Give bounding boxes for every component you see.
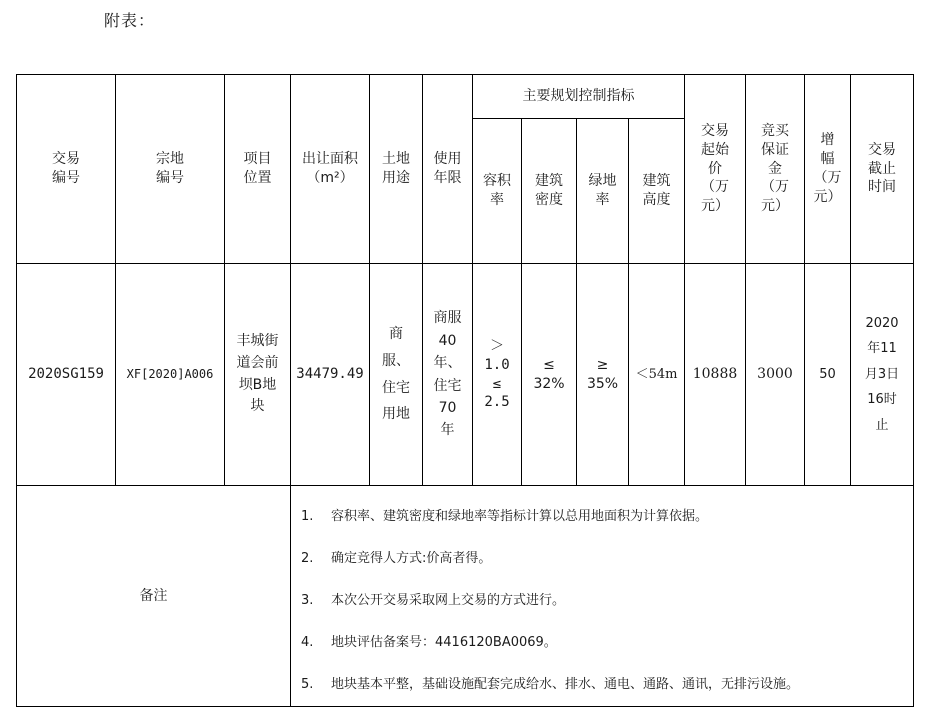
note-item <box>301 580 913 622</box>
cell-location: 丰城街 道会前 坝B地 块 <box>225 264 291 486</box>
header-term: 使用 年限 <box>423 75 473 264</box>
land-auction-table <box>16 74 914 707</box>
header-row-1 <box>17 75 914 119</box>
header-parcel-no: 宗地 编号 <box>116 75 225 264</box>
notes-list <box>291 486 914 707</box>
cell-green-rate: ≥ 35% <box>577 264 629 486</box>
cell-parcel-no: XF[2020]A006 <box>116 264 225 486</box>
header-far: 容积 率 <box>473 119 522 264</box>
cell-land-use: 商 服、 住宅 用地 <box>370 264 423 486</box>
note-text: 容积率、建筑密度和绿地率等指标计算以总用地面积为计算依据。 <box>331 509 709 524</box>
note-item <box>301 622 913 664</box>
cell-deposit: 3000 <box>746 264 805 486</box>
cell-height: ＜54m <box>629 264 685 486</box>
cell-increment: 50 <box>805 264 851 486</box>
cell-start-price: 10888 <box>685 264 746 486</box>
note-text: 本次公开交易采取网上交易的方式进行。 <box>331 593 566 608</box>
header-area: 出让面积 （m²） <box>291 75 370 264</box>
header-start-price: 交易 起始 价 （万 元） <box>685 75 746 264</box>
note-text: 地块评估备案号：4416120BA0069。 <box>331 635 557 650</box>
notes-label: 备注 <box>17 486 291 707</box>
note-number: 1. <box>301 509 314 524</box>
table-caption: 附表： <box>104 11 156 30</box>
cell-area: 34479.49 <box>291 264 370 486</box>
header-land-use: 土地 用途 <box>370 75 423 264</box>
cell-term: 商服 40 年、 住宅 70 年 <box>423 264 473 486</box>
cell-deadline: 2020 年11 月3日 16时 止 <box>851 264 914 486</box>
table-row <box>17 264 914 486</box>
note-text: 地块基本平整，基础设施配套完成给水、排水、通电、通路、通讯，无排污设施。 <box>331 677 800 692</box>
note-number: 3. <box>301 593 314 608</box>
note-number: 2. <box>301 551 314 566</box>
header-green-rate: 绿地 率 <box>577 119 629 264</box>
header-density: 建筑 密度 <box>522 119 577 264</box>
header-trade-no: 交易 编号 <box>17 75 116 264</box>
header-deposit: 竞买 保证 金 （万 元） <box>746 75 805 264</box>
notes-row <box>17 486 914 707</box>
note-item <box>301 538 913 580</box>
note-item <box>301 496 913 538</box>
note-number: 4. <box>301 635 314 650</box>
header-height: 建筑 高度 <box>629 119 685 264</box>
note-number: 5. <box>301 677 314 692</box>
header-location: 项目 位置 <box>225 75 291 264</box>
note-item <box>301 664 913 706</box>
header-increment: 增 幅 （万 元） <box>805 75 851 264</box>
header-deadline: 交易 截止 时间 <box>851 75 914 264</box>
header-planning-group: 主要规划控制指标 <box>473 75 685 119</box>
cell-far: ＞ 1.0 ≤ 2.5 <box>473 264 522 486</box>
note-text: 确定竞得人方式:价高者得。 <box>331 551 492 566</box>
cell-density: ≤ 32% <box>522 264 577 486</box>
cell-trade-no: 2020SG159 <box>17 264 116 486</box>
